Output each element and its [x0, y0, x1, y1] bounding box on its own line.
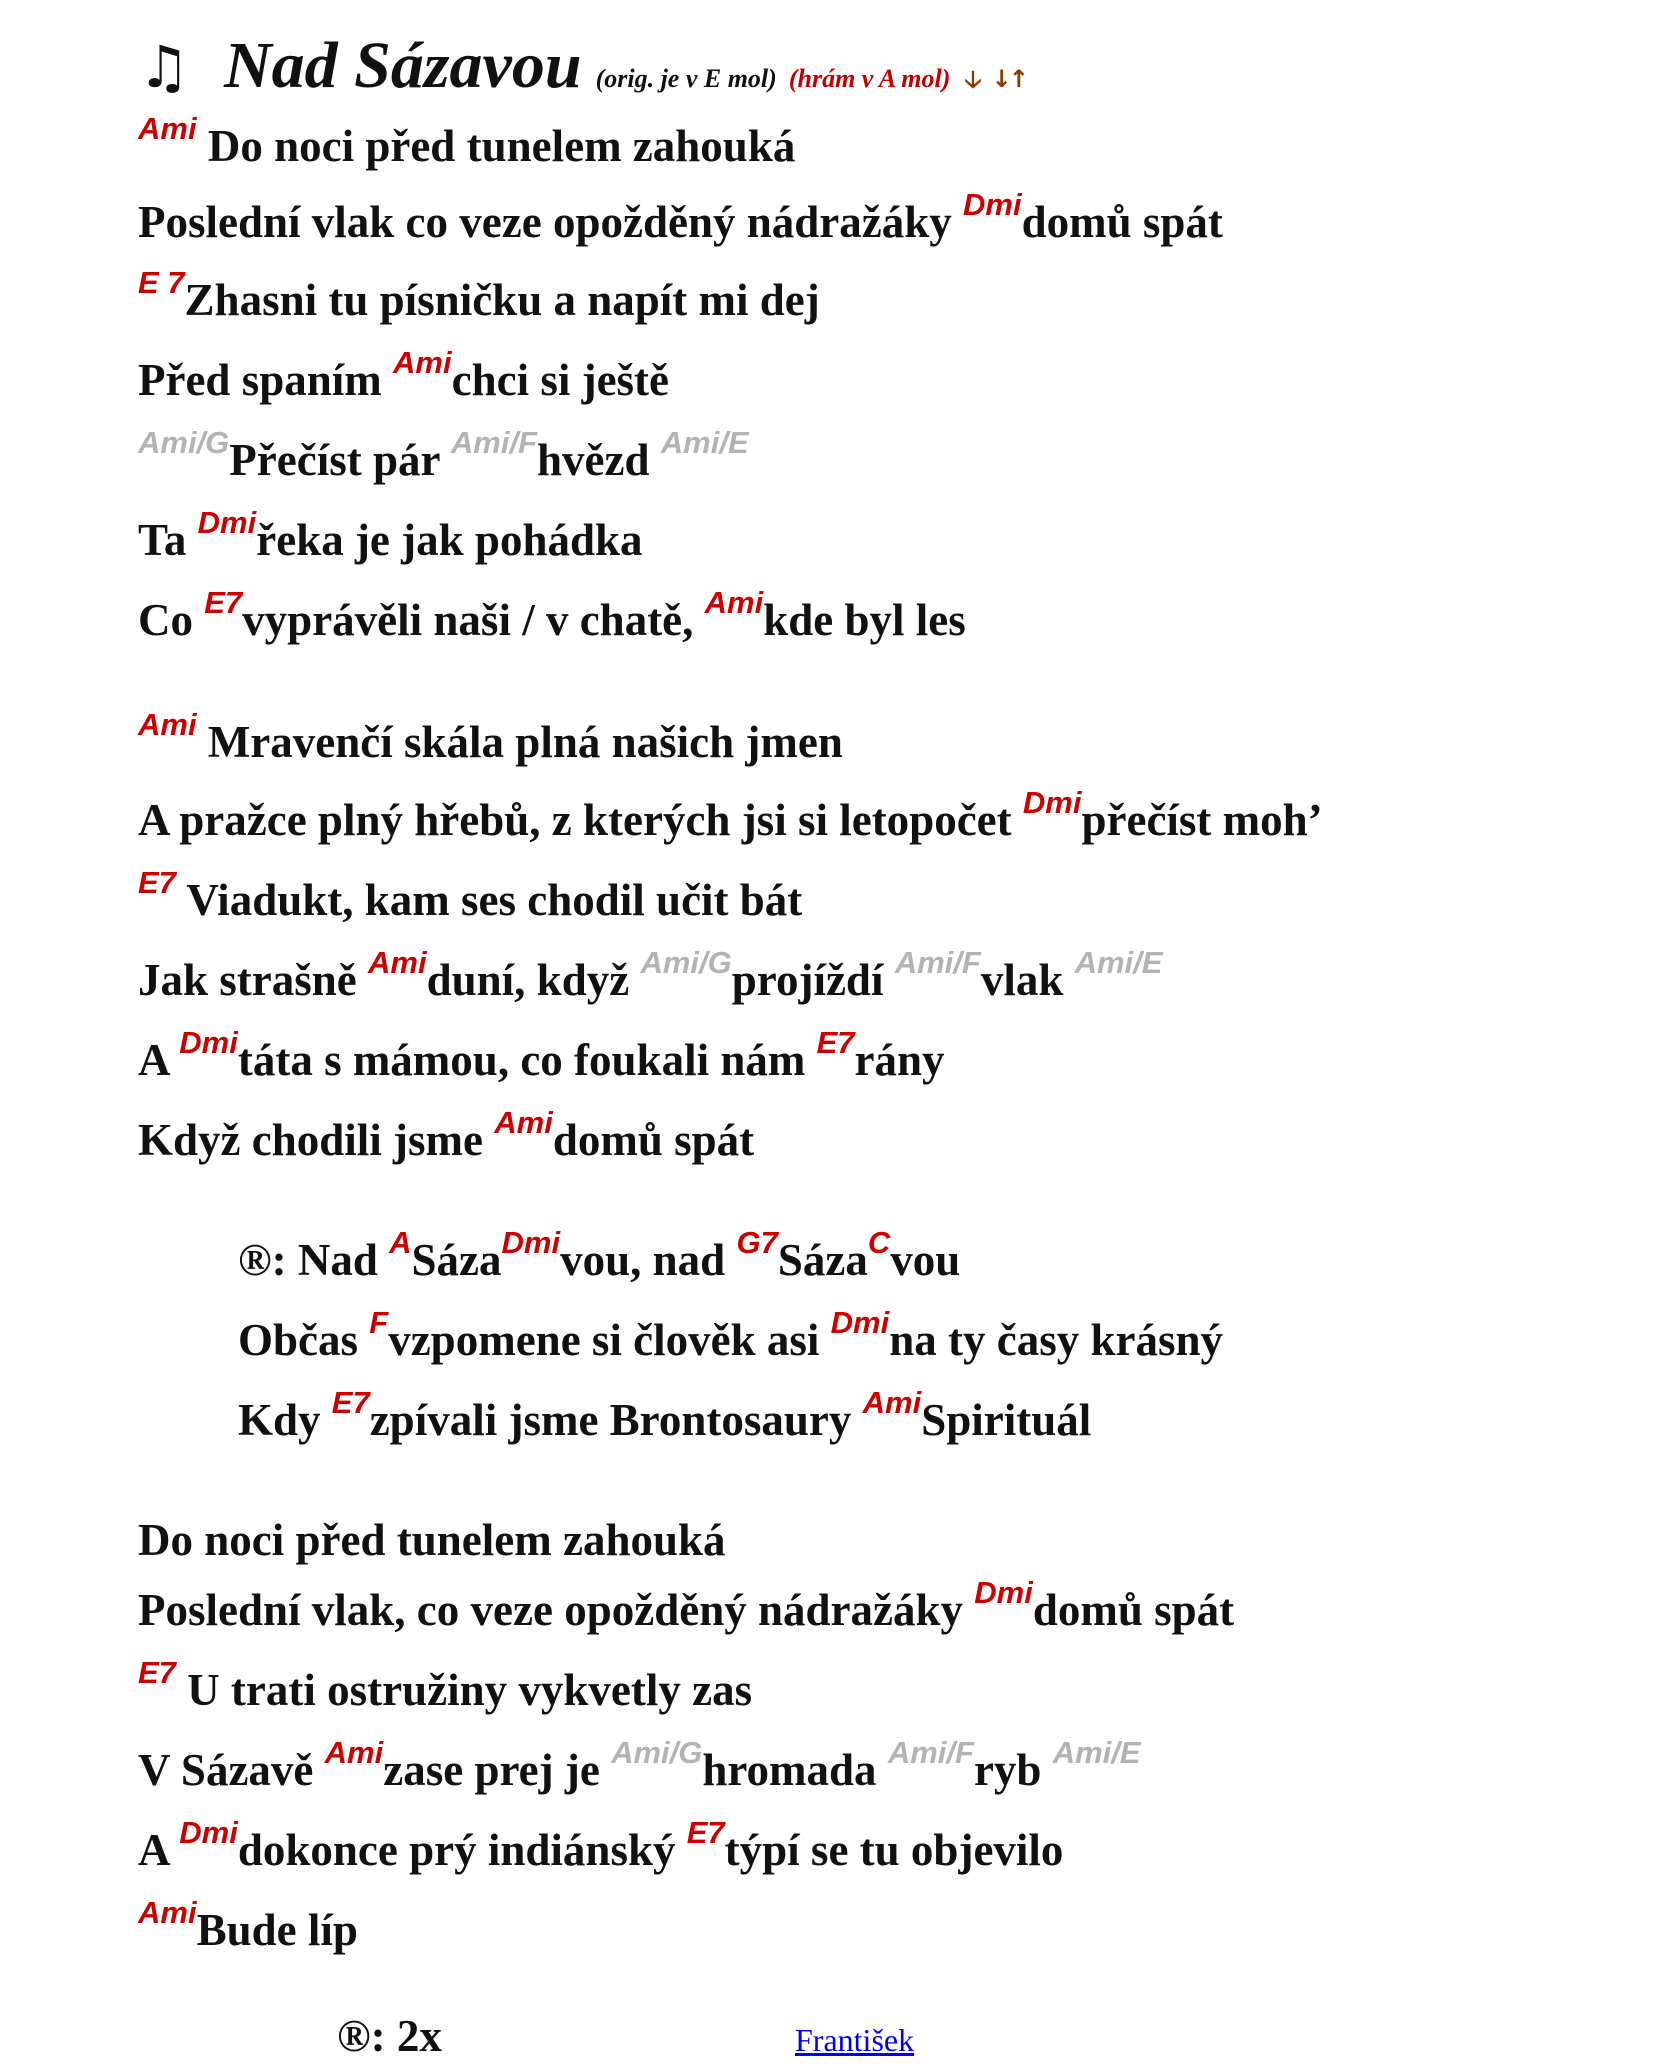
lyric-text: Poslední vlak co veze opožděný nádražáky: [138, 197, 964, 247]
chord-label: Ami/G: [640, 945, 732, 980]
chord-label: Ami: [138, 111, 197, 146]
lyric-text: hromada: [702, 1745, 888, 1795]
lyric-text: chci si ještě: [451, 355, 670, 405]
chord-label: E7: [204, 585, 243, 620]
chord-label: Ami/E: [1052, 1735, 1141, 1770]
chord-label: Ami/E: [1074, 945, 1163, 980]
chord-label: E7: [331, 1385, 370, 1420]
chord-label: Ami/G: [138, 425, 230, 460]
chord-label: Ami/G: [611, 1735, 703, 1770]
lyric-line: [238, 1225, 961, 1295]
lyric-text: Občas: [238, 1315, 370, 1365]
lyric-text: rány: [854, 1035, 945, 1085]
lyric-line: [138, 1815, 1064, 1885]
lyric-line: [138, 345, 670, 415]
chorus-repeat-label: ®: 2x: [337, 2011, 442, 2061]
lyric-text: A: [138, 1825, 180, 1875]
lyric-text: domů spát: [552, 1115, 755, 1165]
lyric-text: domů spát: [1021, 197, 1223, 247]
lyric-line: [138, 425, 749, 495]
lyric-line: [138, 785, 1323, 855]
lyric-text: Když chodili jsme: [138, 1115, 495, 1165]
chord-label: Dmi: [1022, 785, 1082, 820]
chord-label: Ami/E: [660, 425, 749, 460]
lyric-text: táta s mámou, co foukali nám: [237, 1035, 817, 1085]
lyric-text: Sáza: [777, 1235, 868, 1285]
lyric-text: Přečíst pár: [229, 435, 451, 485]
lyric-text: Bude líp: [196, 1905, 358, 1955]
lyric-line: [138, 945, 1163, 1015]
lyric-text: týpí se tu objevilo: [724, 1825, 1064, 1875]
lyric-text: přečíst moh’: [1081, 795, 1323, 845]
lyric-text: Do noci před tunelem zahouká: [138, 1515, 726, 1565]
chord-label: E7: [138, 1655, 176, 1690]
lyric-text: Spirituál: [921, 1395, 1092, 1445]
lyric-text: hvězd: [537, 435, 661, 485]
lyric-text: kde byl les: [763, 595, 966, 645]
chord-label: Ami: [138, 1895, 197, 1930]
chord-label: Ami: [862, 1385, 922, 1420]
lyric-line: [138, 505, 643, 575]
lyric-text: A: [138, 1035, 180, 1085]
lyric-text: dokonce prý indiánský: [237, 1825, 687, 1875]
lyric-text: Do noci před tunelem zahouká: [196, 121, 796, 171]
chord-label: Dmi: [197, 505, 257, 540]
lyric-text: na ty časy krásný: [889, 1315, 1224, 1365]
lyric-line: [138, 585, 966, 655]
transpose-down-arrow-icon[interactable]: 🡣: [964, 65, 982, 93]
chord-label: E 7: [138, 265, 185, 300]
lyric-line: [138, 1895, 358, 1965]
lyric-line: [138, 1735, 1141, 1805]
chord-label: Dmi: [974, 1575, 1033, 1610]
chord-label: E7: [686, 1815, 725, 1850]
lyric-text: U trati ostružiny vykvetly zas: [175, 1665, 753, 1715]
lyric-text: Kdy: [238, 1395, 332, 1445]
lyric-text: duní, když: [426, 955, 641, 1005]
chord-label: E7: [816, 1025, 855, 1060]
lyric-text: ®: Nad: [238, 1235, 390, 1285]
chord-label: Dmi: [179, 1025, 238, 1060]
lyric-text: zpívali jsme Brontosaury: [369, 1395, 863, 1445]
chord-label: G7: [736, 1225, 778, 1260]
song-footer: [0, 2010, 1654, 2061]
chord-label: Ami/F: [894, 945, 981, 980]
lyric-text: Zhasni tu písničku a napít mi dej: [184, 275, 820, 325]
lyric-line: [138, 187, 1223, 257]
lyric-text: domů spát: [1032, 1585, 1235, 1635]
chord-label: Ami/F: [887, 1735, 974, 1770]
lyric-text: Sáza: [411, 1235, 502, 1285]
original-key-note: (orig. je v E mol): [595, 64, 777, 93]
lyric-text: Mravenčí skála plná našich jmen: [196, 717, 843, 767]
lyric-line: [238, 1385, 1092, 1455]
chord-label: C: [867, 1225, 891, 1260]
lyric-text: Před spaním: [138, 355, 394, 405]
lyric-text: vyprávěli naši / v chatě,: [242, 595, 705, 645]
lyric-text: vzpomene si člověk asi: [388, 1315, 831, 1365]
music-note-icon: ♫: [138, 33, 190, 101]
lyric-text: V Sázavě: [138, 1745, 325, 1795]
song-title: Nad Sázavou: [224, 29, 582, 102]
chord-label: Ami: [138, 707, 197, 742]
lyric-line: [138, 865, 803, 935]
chord-label: A: [389, 1225, 412, 1260]
lyric-text: Ta: [138, 515, 198, 565]
author-link[interactable]: František: [795, 2022, 915, 2058]
lyric-line: [138, 1105, 755, 1175]
chord-label: Dmi: [963, 187, 1022, 222]
lyric-text: A pražce plný hřebů, z kterých jsi si letopočet: [138, 795, 1023, 845]
chord-label: Ami: [393, 345, 452, 380]
lyric-text: vou, nad: [560, 1235, 737, 1285]
chord-label: E7: [138, 865, 176, 900]
chord-label: Ami: [368, 945, 427, 980]
lyric-line: [138, 111, 796, 181]
lyric-text: Viadukt, kam ses chodil učit bát: [175, 875, 803, 925]
lyric-line: [138, 1575, 1235, 1645]
song-header: [138, 28, 1026, 118]
chord-label: Ami: [324, 1735, 384, 1770]
lyric-text: Co: [138, 595, 205, 645]
chord-label: Ami/F: [450, 425, 538, 460]
chord-label: Ami: [704, 585, 764, 620]
lyric-text: vou: [890, 1235, 961, 1285]
chord-label: Dmi: [501, 1225, 561, 1260]
lyric-text: Poslední vlak, co veze opožděný nádražáky: [138, 1585, 975, 1635]
played-key-note: (hrám v A mol): [788, 64, 951, 93]
lyric-line: [138, 1025, 945, 1095]
chord-label: F: [369, 1305, 389, 1340]
chord-label: Ami: [494, 1105, 553, 1140]
transpose-updown-arrow-icon[interactable]: ↓↑: [991, 65, 1026, 93]
lyric-text: vlak: [980, 955, 1075, 1005]
lyric-text: řeka je jak pohádka: [256, 515, 643, 565]
lyric-text: projíždí: [731, 955, 895, 1005]
chord-label: Dmi: [830, 1305, 890, 1340]
chord-label: Dmi: [179, 1815, 238, 1850]
lyric-text: Jak strašně: [138, 955, 369, 1005]
lyric-text: zase prej je: [383, 1745, 612, 1795]
lyric-line: [138, 1655, 753, 1725]
lyric-text: ryb: [973, 1745, 1053, 1795]
lyric-line: [138, 707, 843, 777]
lyric-line: [238, 1305, 1224, 1375]
lyric-line: [138, 265, 820, 335]
lyric-line: [138, 1510, 726, 1570]
